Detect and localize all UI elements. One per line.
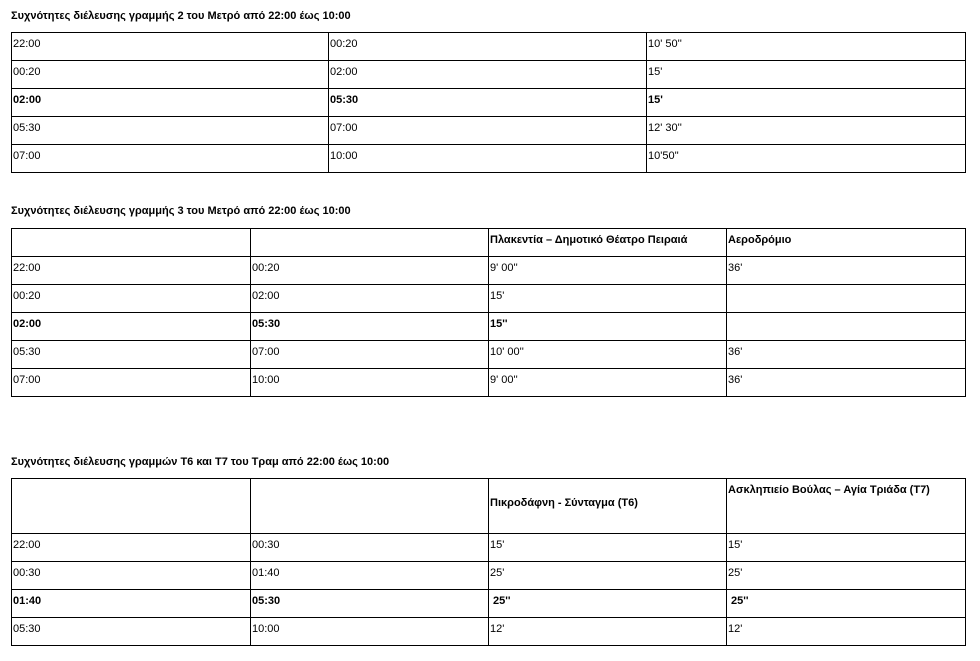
cell-frequency-airport	[727, 285, 966, 313]
cell-frequency-t7-text: 25''	[731, 595, 749, 607]
table-row	[12, 534, 966, 562]
cell-frequency-piraeus-text: 9' 00''	[490, 262, 518, 274]
cell-from-time	[12, 33, 329, 61]
cell-frequency-airport-text: 36'	[728, 346, 743, 358]
cell-to-time	[329, 145, 647, 173]
cell-frequency-piraeus-text: 9' 00''	[490, 374, 518, 386]
cell-from-time-text: 22:00	[13, 262, 41, 274]
header-cell-empty	[12, 479, 251, 534]
cell-frequency-t6-text: 15'	[490, 539, 505, 551]
cell-from-time	[12, 117, 329, 145]
table-row	[12, 618, 966, 646]
cell-to-time	[251, 285, 489, 313]
cell-to-time-text: 10:00	[252, 374, 280, 386]
cell-from-time-text: 05:30	[13, 623, 41, 635]
cell-to-time	[251, 341, 489, 369]
cell-from-time	[12, 369, 251, 397]
cell-frequency	[647, 145, 966, 173]
cell-to-time	[251, 257, 489, 285]
cell-from-time	[12, 145, 329, 173]
cell-frequency-airport	[727, 341, 966, 369]
cell-frequency-t6-text: 25'	[490, 567, 505, 579]
cell-frequency-t7	[727, 590, 966, 618]
section-title-line-2: Συχνότητες διέλευσης γραμμής 2 του Μετρό από 22:00 έως 10:00	[11, 10, 351, 22]
cell-frequency	[647, 117, 966, 145]
table-row	[12, 313, 966, 341]
cell-to-time	[251, 534, 489, 562]
frequency-table-tram	[11, 478, 966, 646]
cell-to-time-text: 00:20	[330, 38, 358, 50]
cell-frequency-t6	[489, 590, 727, 618]
cell-to-time	[251, 313, 489, 341]
table-row	[12, 562, 966, 590]
cell-from-time-text: 05:30	[13, 346, 41, 358]
cell-from-time-text: 02:00	[13, 94, 42, 106]
cell-to-time	[251, 618, 489, 646]
cell-from-time-text: 02:00	[13, 318, 42, 330]
cell-frequency-t6	[489, 618, 727, 646]
cell-from-time-text: 00:20	[13, 66, 41, 78]
cell-to-time-text: 10:00	[330, 150, 358, 162]
cell-to-time-text: 02:00	[252, 290, 280, 302]
table-row	[12, 61, 966, 89]
cell-frequency-t6-text: 12'	[490, 623, 505, 635]
cell-frequency-airport	[727, 257, 966, 285]
cell-from-time	[12, 313, 251, 341]
cell-from-time	[12, 341, 251, 369]
cell-to-time-text: 07:00	[252, 346, 280, 358]
table-row	[12, 590, 966, 618]
table-row	[12, 89, 966, 117]
cell-frequency-t7-text: 12'	[728, 623, 743, 635]
cell-to-time	[251, 590, 489, 618]
cell-frequency-t7	[727, 618, 966, 646]
table-header-row	[12, 229, 966, 257]
cell-frequency-piraeus	[489, 369, 727, 397]
cell-frequency-airport-text: 36'	[728, 374, 743, 386]
cell-frequency-t7-text: 15'	[728, 539, 743, 551]
cell-frequency-piraeus	[489, 285, 727, 313]
cell-frequency-text: 10'50''	[648, 150, 679, 162]
cell-frequency-airport-text	[728, 313, 964, 318]
cell-from-time-text: 22:00	[13, 38, 41, 50]
cell-to-time-text: 10:00	[252, 623, 280, 635]
cell-frequency-piraeus	[489, 341, 727, 369]
cell-from-time	[12, 590, 251, 618]
frequency-table-line-3	[11, 228, 966, 397]
cell-frequency-t6	[489, 534, 727, 562]
cell-to-time-text: 01:40	[252, 567, 280, 579]
table-row	[12, 257, 966, 285]
cell-to-time	[329, 61, 647, 89]
cell-to-time	[329, 89, 647, 117]
cell-from-time	[12, 285, 251, 313]
cell-to-time	[329, 33, 647, 61]
cell-to-time-text: 00:20	[252, 262, 280, 274]
frequency-table-line-2	[11, 32, 966, 173]
header-cell-airport: Αεροδρόμιο	[727, 229, 966, 257]
cell-frequency-airport-text: 36'	[728, 262, 743, 274]
cell-frequency-piraeus	[489, 313, 727, 341]
cell-frequency-text: 15'	[648, 66, 663, 78]
table-row	[12, 145, 966, 173]
cell-frequency	[647, 89, 966, 117]
cell-from-time-text: 00:20	[13, 290, 41, 302]
cell-frequency-piraeus-text: 15'	[490, 290, 505, 302]
cell-to-time-text: 02:00	[330, 66, 358, 78]
header-cell-t7: Ασκληπιείο Βούλας – Αγία Τριάδα (Τ7)	[727, 479, 966, 534]
cell-frequency	[647, 33, 966, 61]
cell-from-time	[12, 618, 251, 646]
cell-frequency-t7	[727, 534, 966, 562]
table-row	[12, 33, 966, 61]
cell-from-time-text: 22:00	[13, 539, 41, 551]
header-cell-empty	[12, 229, 251, 257]
cell-to-time-text: 07:00	[330, 122, 358, 134]
table-row	[12, 285, 966, 313]
cell-frequency-t7-text: 25'	[728, 567, 743, 579]
cell-frequency-t6-text: 25''	[493, 595, 511, 607]
cell-from-time-text: 05:30	[13, 122, 41, 134]
cell-from-time	[12, 534, 251, 562]
cell-frequency-airport	[727, 369, 966, 397]
header-cell-t6: Πικροδάφνη - Σύνταγμα (Τ6)	[489, 479, 727, 534]
cell-from-time	[12, 562, 251, 590]
section-title-line-3: Συχνότητες διέλευσης γραμμής 3 του Μετρό από 22:00 έως 10:00	[11, 205, 351, 217]
cell-to-time	[251, 369, 489, 397]
header-cell-empty	[251, 479, 489, 534]
table-row	[12, 117, 966, 145]
cell-from-time-text: 07:00	[13, 150, 41, 162]
cell-frequency-airport-text	[728, 285, 964, 290]
cell-frequency	[647, 61, 966, 89]
cell-frequency-piraeus	[489, 257, 727, 285]
header-cell-empty	[251, 229, 489, 257]
cell-to-time-text: 00:30	[252, 539, 280, 551]
table-header-row	[12, 479, 966, 534]
cell-frequency-text: 10' 50''	[648, 38, 682, 50]
cell-to-time	[329, 117, 647, 145]
cell-from-time-text: 00:30	[13, 567, 41, 579]
cell-to-time	[251, 562, 489, 590]
cell-frequency-text: 15'	[648, 94, 663, 106]
cell-from-time-text: 07:00	[13, 374, 41, 386]
table-row	[12, 369, 966, 397]
cell-frequency-piraeus-text: 10' 00''	[490, 346, 524, 358]
cell-to-time-text: 05:30	[252, 595, 281, 607]
cell-from-time	[12, 89, 329, 117]
cell-frequency-t6	[489, 562, 727, 590]
header-cell-piraeus: Πλακεντία – Δημοτικό Θέατρο Πειραιά	[489, 229, 727, 257]
cell-frequency-t7	[727, 562, 966, 590]
section-title-tram: Συχνότητες διέλευσης γραμμών Τ6 και Τ7 του Τραμ από 22:00 έως 10:00	[11, 456, 390, 468]
cell-frequency-airport	[727, 313, 966, 341]
cell-from-time-text: 01:40	[13, 595, 42, 607]
cell-to-time-text: 05:30	[252, 318, 281, 330]
cell-from-time	[12, 61, 329, 89]
cell-to-time-text: 05:30	[330, 94, 359, 106]
table-row	[12, 341, 966, 369]
cell-from-time	[12, 257, 251, 285]
cell-frequency-text: 12' 30''	[648, 122, 682, 134]
cell-frequency-piraeus-text: 15''	[490, 318, 508, 330]
